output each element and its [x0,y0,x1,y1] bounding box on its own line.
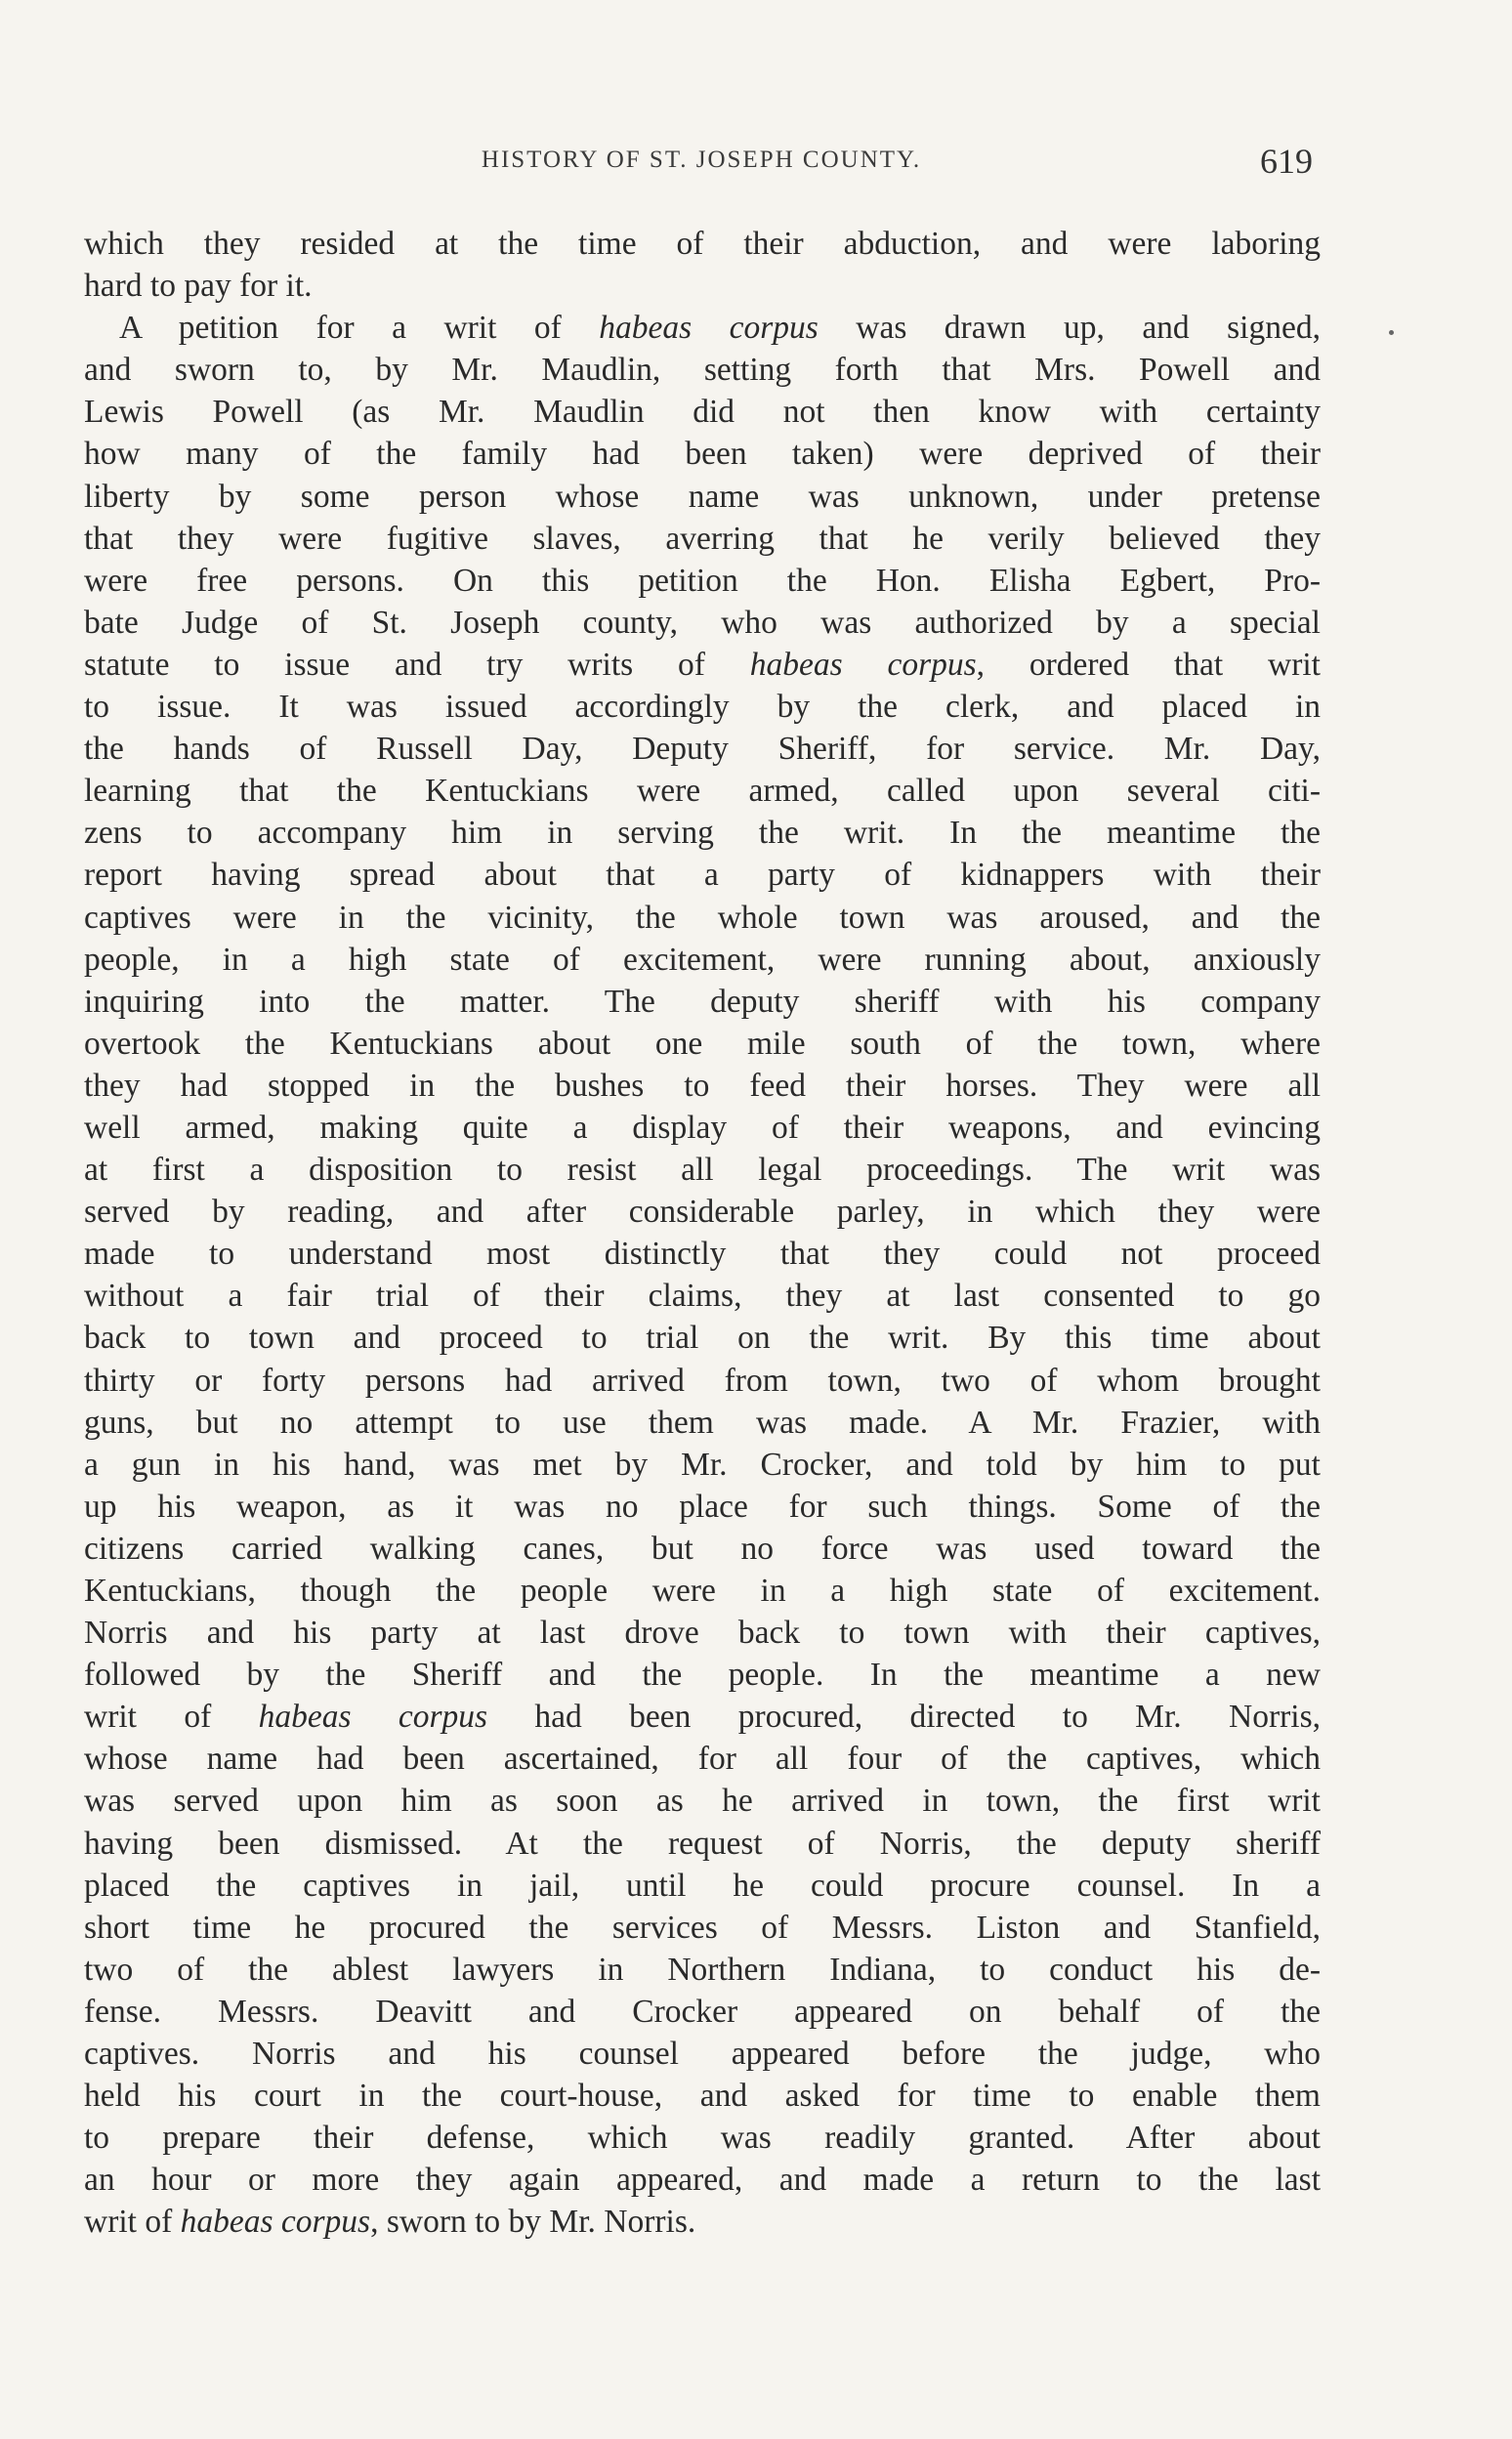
text-line [84,1317,1321,1359]
text-segment: made to understand most distinctly that they could not proceed [84,1236,1321,1273]
text-line [84,349,1321,391]
text-line [84,939,1321,981]
text-segment: at first a disposition to resist all legal proceedings. The writ was [84,1152,1321,1189]
text-segment: and sworn to, by Mr. Maudlin, setting forth that Mrs. Powell and [84,352,1321,389]
text-line [84,686,1321,728]
text-line [84,1191,1321,1233]
text-line [84,1738,1321,1780]
text-line [84,1486,1321,1528]
text-segment: placed the captives in jail, until he could procure counsel. In a [84,1867,1321,1904]
text-segment: writ of [84,2204,181,2241]
text-segment: fense. Messrs. Deavitt and Crocker appeared on behalf of the [84,1993,1321,2030]
text-line [84,518,1321,560]
text-segment: had been procured, directed to Mr. Norris, [487,1699,1321,1736]
text-segment: Lewis Powell (as Mr. Maudlin did not then know with certainty [84,394,1321,431]
text-segment: thirty or forty persons had arrived from town, two of whom brought [84,1362,1321,1399]
text-line [84,2075,1321,2117]
italic-term: habeas corpus [258,1699,488,1736]
text-segment: writ of [84,1699,259,1736]
text-line [84,770,1321,812]
text-line [84,812,1321,854]
text-line [84,1107,1321,1149]
margin-speck [1389,330,1394,335]
text-segment: statute to issue and try writs of [84,646,750,683]
text-line [84,644,1321,686]
text-segment: guns, but no attempt to use them was made. A Mr. Frazier, with [84,1404,1321,1441]
text-line [84,1780,1321,1822]
text-line [84,265,1321,307]
text-line [84,1654,1321,1696]
text-segment: bate Judge of St. Joseph county, who was authorized by a special [84,604,1321,641]
text-segment: people, in a high state of excitement, were running about, anxiously [84,941,1321,978]
text-segment: how many of the family had been taken) were deprived of their [84,436,1321,473]
text-segment: report having spread about that a party of kidnappers with their [84,857,1321,894]
text-segment: citizens carried walking canes, but no force was used toward the [84,1530,1321,1567]
text-line [84,1991,1321,2033]
text-segment: overtook the Kentuckians about one mile south of the town, where [84,1025,1321,1062]
text-line [84,1444,1321,1486]
text-line [84,1149,1321,1191]
text-segment: without a fair trial of their claims, they at last consented to go [84,1278,1321,1315]
text-line [84,433,1321,475]
text-segment: was served upon him as soon as he arrived in town, the first writ [84,1783,1321,1820]
text-line [84,2201,1321,2243]
italic-term: habeas corpus [180,2204,371,2241]
text-segment: hard to pay for it. [84,268,313,305]
page-number: 619 [1260,142,1313,181]
text-segment: whose name had been ascertained, for all four of the captives, which [84,1741,1321,1778]
text-segment: the hands of Russell Day, Deputy Sheriff, for service. Mr. Day, [84,731,1321,768]
text-segment: were free persons. On this petition the Hon. Elisha Egbert, Pro- [84,562,1321,599]
text-line [84,391,1321,433]
text-segment: followed by the Sheriff and the people. In the meantime a new [84,1657,1321,1694]
text-segment: learning that the Kentuckians were armed, called upon several citi- [84,773,1321,810]
text-segment: zens to accompany him in serving the writ. In the meantime the [84,815,1321,852]
text-line [84,223,1321,265]
text-line [84,1023,1321,1065]
text-segment: , sworn to by Mr. Norris. [370,2204,696,2241]
text-segment: held his court in the court-house, and asked for time to enable them [84,2078,1321,2115]
running-head [90,141,1313,189]
text-line [84,2033,1321,2075]
text-line [84,1612,1321,1654]
text-segment: they had stopped in the bushes to feed their horses. They were all [84,1067,1321,1104]
text-line [84,560,1321,602]
text-line [84,602,1321,644]
text-segment: captives were in the vicinity, the whole town was aroused, and the [84,899,1321,936]
text-line [84,1823,1321,1865]
text-segment: up his weapon, as it was no place for such things. Some of the [84,1488,1321,1525]
text-segment: Norris and his party at last drove back to town with their captives, [84,1615,1321,1652]
text-segment: short time he procured the services of Messrs. Liston and Stanfield, [84,1909,1321,1946]
text-line [84,1570,1321,1612]
text-segment: that they were fugitive slaves, averring that he verily believed they [84,520,1321,557]
text-segment: liberty by some person whose name was unknown, under pretense [84,478,1321,515]
text-segment: which they resided at the time of their abduction, and were laboring [84,226,1321,262]
text-line [84,1528,1321,1570]
text-line [84,476,1321,518]
text-segment: back to town and proceed to trial on the writ. By this time about [84,1320,1321,1357]
text-segment: well armed, making quite a display of their weapons, and evincing [84,1109,1321,1146]
text-segment: to prepare their defense, which was readily granted. After about [84,2120,1321,2157]
text-line [84,2159,1321,2201]
running-title: HISTORY OF ST. JOSEPH COUNTY. [481,147,922,173]
text-line [84,1275,1321,1317]
text-line [84,1696,1321,1738]
text-segment: an hour or more they again appeared, and made a return to the last [84,2162,1321,2199]
text-segment: two of the ablest lawyers in Northern Indiana, to conduct his de- [84,1951,1321,1988]
text-segment: served by reading, and after considerable parley, in which they were [84,1194,1321,1231]
text-line [84,897,1321,939]
text-segment: a gun in his hand, was met by Mr. Crocker, and told by him to put [84,1446,1321,1483]
text-line [84,1065,1321,1107]
text-segment: , ordered that writ [976,646,1321,683]
text-line [84,1865,1321,1907]
text-segment: A petition for a writ of [119,310,600,347]
text-line [84,307,1321,349]
text-segment: having been dismissed. At the request of Norris, the deputy sheriff [84,1825,1321,1862]
text-segment: captives. Norris and his counsel appeared before the judge, who [84,2036,1321,2073]
text-line [84,1907,1321,1949]
text-segment: to issue. It was issued accordingly by the clerk, and placed in [84,689,1321,726]
text-segment: Kentuckians, though the people were in a high state of excitement. [84,1573,1321,1609]
body-text [84,223,1321,2244]
text-line [84,854,1321,896]
text-line [84,1949,1321,1991]
text-line [84,1360,1321,1402]
text-line [84,981,1321,1023]
italic-term: habeas corpus [749,646,977,683]
text-line [84,728,1321,770]
text-segment: was drawn up, and signed, [818,310,1321,347]
italic-term: habeas corpus [599,310,819,347]
text-line [84,1402,1321,1444]
text-line [84,2117,1321,2159]
text-segment: inquiring into the matter. The deputy sheriff with his company [84,983,1321,1020]
text-line [84,1233,1321,1275]
